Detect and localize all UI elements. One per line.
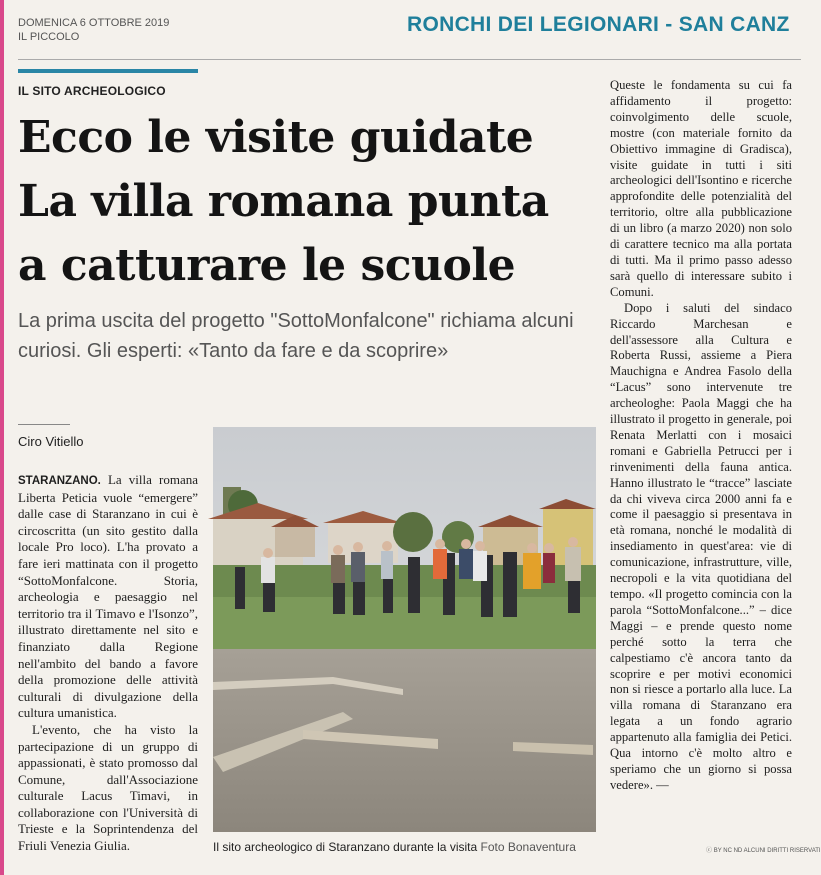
- article-body-right: [610, 78, 792, 794]
- creative-commons-icon: ⓒ: [706, 848, 713, 854]
- header-divider: [18, 59, 801, 60]
- headline-line: a catturare le scuole: [18, 240, 516, 291]
- headline-line: Ecco le visite guidate: [18, 112, 534, 163]
- author-divider: [18, 424, 70, 425]
- paragraph-text: La villa romana Liberta Peticia vuole “emergere” dalle case di Staranzano in cui è circoscritta (un sito gestito dalla locale Pro loco). L'ha provato a fare ieri mattinata con il progetto “SottoMonfalcone. Storia, archeologia e paesaggio nel territorio tra il Timavo e l'Isonzo”, illustrato direttamente nel sito e finanziato dalla Regione nell'ambito del bando a favore della promozione delle attività culturali di divulgazione della cultura umanistica.: [18, 472, 198, 721]
- body-paragraph: [18, 472, 198, 722]
- section-title: RONCHI DEI LEGIONARI - SAN CANZ: [407, 13, 790, 36]
- body-paragraph: Queste le fondamenta su cui fa affidamento il progetto: coinvolgimento delle scuole, mostre (con materiale fornito da Obiettivo immagine di Gradisca), visite guidate in tutti i siti archeologici dell'Isontino e ricerche approfondite delle potenzialità del territorio, oltre alla pubblicazione di un libro (a marzo 2020) non solo di carattere tecnico ma alla portata di tutti. Ma il primo passo adesso sarà quello di interessare subito i Comuni.: [610, 78, 792, 299]
- rights-notice: [706, 845, 821, 854]
- article-kicker: IL SITO ARCHEOLOGICO: [18, 84, 166, 98]
- issue-date: DOMENICA 6 OTTOBRE 2019: [18, 17, 170, 29]
- archaeological-site-photo: [213, 427, 596, 832]
- article-body-left: [18, 472, 198, 855]
- article-subhead: La prima uscita del progetto "SottoMonfalcone" richiama alcuni curiosi. Gli esperti: «Tanto da fare e da scoprire»: [18, 310, 574, 362]
- dateline: STARANZANO.: [18, 475, 101, 487]
- article-headline: [18, 106, 598, 298]
- newspaper-name: IL PICCOLO: [18, 31, 80, 43]
- headline-line: La villa romana punta: [18, 176, 549, 227]
- article-author: Ciro Vitiello: [18, 434, 84, 449]
- body-paragraph: L'evento, che ha visto la partecipazione di un gruppo di appassionati, è stato promosso dal Comune, dall'Associazione culturale Lacus Timavi, in collaborazione con l'Università di Trieste e la Soprintendenza del Friuli Venezia Giulia.: [18, 721, 198, 854]
- page-edge: [0, 0, 4, 875]
- photo-caption: [213, 840, 576, 854]
- rights-text: BY NC ND ALCUNI DIRITTI RISERVATI: [713, 848, 821, 854]
- article-photo: [213, 427, 596, 832]
- kicker-accent-bar: [18, 69, 198, 73]
- photo-credit: Foto Bonaventura: [480, 840, 576, 854]
- body-paragraph: Dopo i saluti del sindaco Riccardo Marchesan e dell'assessore alla Cultura e Roberta Russi, assieme a Piera Mauchigna e Andrea Fasolo della “Lacus” sono intervenute tre archeologhe: Paola Maggi che ha illustrato il progetto in generale, poi Renata Merlatti con i mosaici romani e Gabriella Petrucci per i rinvenimenti della fauna antica. Hanno illustrato le “tracce” lasciate da chi viveva circa 2000 anni fa e come il paesaggio si presentava in età romana, nonché le modalità di insediamento in quest'area: vie di comunicazione, infrastrutture, ville, necropoli e la vita quotidiana del tempo. «Il progetto comincia con la parola “SottoMonfalcone...” – dice Maggi – e prende questo nome perché sotto la terra che calpestiamo c'è ancora tanto da scoprire e per motivi economici non si riesce a portarlo alla luce. La villa romana di Staranzano era legata a un fondo agrario appartenuto alla famiglia dei Petici. Qua intorno c'è molto altro e speriamo che un giorno si possa vedere». —: [610, 300, 792, 792]
- caption-text: Il sito archeologico di Staranzano durante la visita: [213, 840, 478, 854]
